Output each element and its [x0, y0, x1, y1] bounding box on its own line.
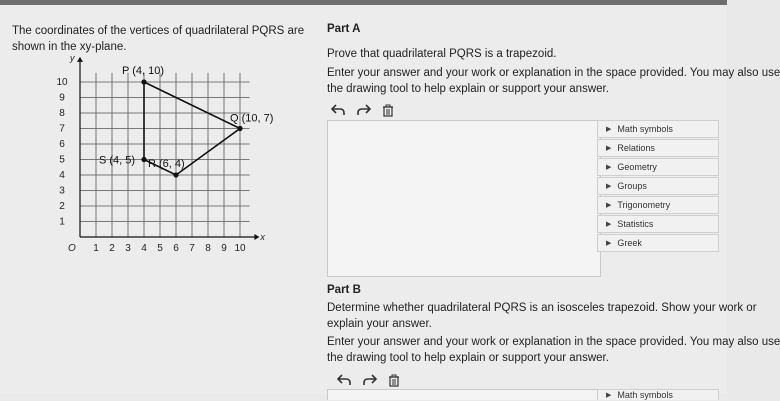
- answer-right-panel: [315, 5, 780, 400]
- y-tick-label: 5: [59, 154, 65, 166]
- y-tick-label: 1: [59, 216, 65, 228]
- x-tick-label: 2: [109, 243, 115, 254]
- intro-line-2: shown in the xy-plane.: [12, 41, 127, 53]
- vertex-p: [141, 79, 146, 84]
- x-tick-label: 7: [189, 243, 195, 254]
- vertex-label-r: R (6, 4): [148, 158, 185, 170]
- y-tick-label: 2: [59, 201, 65, 212]
- part-b-instr-line-2: the drawing tool to help explain or support your answer.: [327, 352, 609, 364]
- undo-icon[interactable]: [329, 101, 347, 119]
- caret-right-icon: ▶: [606, 183, 612, 190]
- part-a-instr-line-1: Enter your answer and your work or explanation in the space provided. You may also use: [327, 67, 780, 79]
- y-tick-label: 9: [59, 92, 65, 104]
- x-tick-label: 5: [157, 243, 163, 254]
- symbol-group-math-symbols[interactable]: ▶ Math symbols: [597, 120, 719, 138]
- x-tick-label: 3: [125, 243, 131, 254]
- x-axis-arrow: [254, 234, 259, 240]
- x-tick-label: 9: [221, 243, 227, 254]
- part-b-symbol-group-math-symbols[interactable]: ▶ Math symbols: [597, 389, 719, 400]
- symbol-group-trigonometry[interactable]: ▶ Trigonometry: [597, 196, 719, 214]
- part-b-prompt: [327, 300, 757, 332]
- coordinate-graph: [0, 52, 300, 270]
- vertex-s: [141, 157, 146, 162]
- symbol-group-greek[interactable]: ▶ Greek: [597, 234, 719, 252]
- question-intro: [12, 23, 312, 55]
- part-b-title: Part B: [327, 284, 361, 296]
- x-tick-label: 4: [141, 243, 147, 254]
- vertex-label-s: S (4, 5): [99, 154, 136, 167]
- y-axis-label: y: [70, 52, 75, 63]
- caret-right-icon: ▶: [606, 164, 612, 171]
- y-tick-label: 7: [59, 123, 65, 135]
- vertex-r: [173, 172, 178, 177]
- symbol-group-relations[interactable]: ▶ Relations: [597, 139, 719, 157]
- x-tick-label: 6: [173, 243, 179, 254]
- part-b-redo-icon[interactable]: [361, 371, 379, 389]
- vertex-q: [237, 126, 242, 131]
- origin-label: O: [68, 243, 76, 254]
- x-tick-label: 10: [234, 243, 246, 254]
- part-b-instr-line-1: Enter your answer and your work or explanation in the space provided. You may also use: [327, 336, 780, 348]
- y-tick-label: 10: [56, 77, 68, 88]
- part-b-trash-icon[interactable]: [385, 371, 403, 389]
- vertex-label-q: Q (10, 7): [230, 112, 274, 125]
- part-a-instr-line-2: the drawing tool to help explain or support your answer.: [327, 83, 609, 95]
- part-b-instructions: [327, 334, 780, 366]
- part-a-prompt: Prove that quadrilateral PQRS is a trapezoid.: [327, 48, 557, 60]
- part-a-answer-box[interactable]: [327, 120, 601, 277]
- y-tick-label: 6: [59, 139, 65, 150]
- caret-right-icon: ▶: [606, 221, 612, 228]
- question-left-panel: [0, 5, 315, 395]
- symbol-group-statistics[interactable]: ▶ Statistics: [597, 215, 719, 233]
- x-tick-label: 1: [93, 243, 99, 254]
- part-a-instructions: [327, 65, 780, 97]
- x-tick-label: 8: [205, 243, 211, 254]
- caret-right-icon: ▶: [606, 145, 612, 152]
- y-axis-arrow: [77, 57, 83, 62]
- part-a-symbol-panel: [597, 120, 719, 253]
- symbol-group-groups[interactable]: ▶ Groups: [597, 177, 719, 195]
- caret-right-icon: ▶: [606, 202, 612, 209]
- intro-line-1: The coordinates of the vertices of quadrilateral PQRS are: [12, 25, 305, 37]
- y-tick-label: 3: [59, 185, 65, 197]
- y-tick-label: 4: [59, 170, 65, 181]
- trash-icon[interactable]: [379, 101, 397, 119]
- caret-right-icon: ▶: [606, 392, 612, 399]
- symbol-group-geometry[interactable]: ▶ Geometry: [597, 158, 719, 176]
- vertex-label-p: P (4, 10): [122, 65, 164, 77]
- part-b-answer-box[interactable]: [327, 389, 601, 400]
- part-b-prompt-line-2: explain your answer.: [327, 318, 432, 330]
- part-a-title: Part A: [327, 23, 361, 35]
- caret-right-icon: ▶: [606, 126, 612, 133]
- part-b-prompt-line-1: Determine whether quadrilateral PQRS is an isosceles trapezoid. Show your work or: [327, 302, 757, 314]
- x-axis-label: x: [260, 232, 265, 242]
- part-b-symbol-panel: [597, 389, 719, 401]
- caret-right-icon: ▶: [606, 240, 612, 247]
- redo-icon[interactable]: [355, 101, 373, 119]
- y-tick-label: 8: [59, 108, 65, 119]
- part-b-undo-icon[interactable]: [335, 371, 353, 389]
